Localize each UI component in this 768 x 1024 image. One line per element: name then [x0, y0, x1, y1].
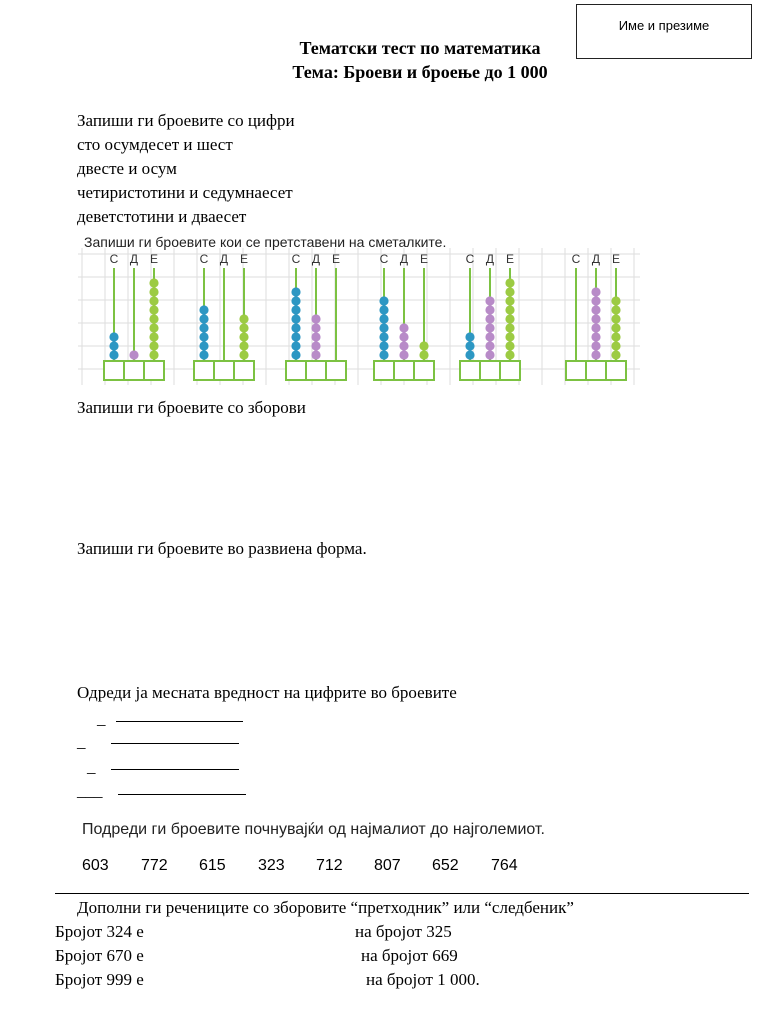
- abacus-bead: [399, 332, 408, 341]
- task3-heading: Запиши ги броевите во развиена форма.: [77, 539, 367, 558]
- abacus-bead: [199, 332, 208, 341]
- abacus-bead: [379, 314, 388, 323]
- answer-box: [500, 361, 520, 380]
- abacus-bead: [419, 341, 428, 350]
- answer-box: [144, 361, 164, 380]
- abacus-bead: [485, 350, 494, 359]
- answer-line[interactable]: [111, 743, 239, 744]
- column-label: С: [465, 252, 475, 266]
- abacus-bead: [149, 341, 158, 350]
- abacus-bead: [199, 314, 208, 323]
- task1-item: двесте и осум: [77, 159, 177, 178]
- column-label: Д: [129, 252, 139, 266]
- answer-box: [480, 361, 500, 380]
- abacus-bead: [149, 350, 158, 359]
- column-label: С: [109, 252, 119, 266]
- numbers-row: [0, 857, 768, 879]
- abacus-bead: [591, 323, 600, 332]
- abacus-bead: [465, 350, 474, 359]
- abacus-bead: [611, 323, 620, 332]
- column-label: Д: [591, 252, 601, 266]
- answer-box: [194, 361, 214, 380]
- answer-box: [394, 361, 414, 380]
- abacus-bead: [419, 350, 428, 359]
- sentence-right: на бројот 1 000.: [366, 970, 480, 989]
- answer-box: [326, 361, 346, 380]
- answer-box: [460, 361, 480, 380]
- column-label: Е: [239, 252, 249, 266]
- abacus-bead: [239, 341, 248, 350]
- sentence-left: Бројот 324 е: [55, 922, 144, 941]
- answer-line[interactable]: [116, 721, 243, 722]
- column-label: Д: [311, 252, 321, 266]
- answer-dash: _: [87, 757, 96, 776]
- abacus-bead: [199, 350, 208, 359]
- abacus-bead: [311, 314, 320, 323]
- abacus-bead: [611, 305, 620, 314]
- column-label: С: [291, 252, 301, 266]
- abacus-bead: [311, 350, 320, 359]
- task4-heading: Одреди ја месната вредност на цифрите во броевите: [77, 683, 457, 702]
- answer-box: [234, 361, 254, 380]
- abacus-bead: [505, 305, 514, 314]
- abacus-bead: [379, 323, 388, 332]
- abacus-bead: [311, 323, 320, 332]
- column-label: С: [379, 252, 389, 266]
- page-subtitle: Тема: Броеви и броење до 1 000: [292, 62, 548, 82]
- abacus-bead: [399, 350, 408, 359]
- answer-box: [104, 361, 124, 380]
- task1-item: деветстотини и дваесет: [77, 207, 247, 226]
- abacus-bead: [505, 323, 514, 332]
- task6-heading: Дополни ги речениците со зборовите “претходник” или “следбеник”: [77, 898, 574, 917]
- column-label: Д: [485, 252, 495, 266]
- task1-item: сто осумдесет и шест: [77, 135, 233, 154]
- abacus-bead: [591, 296, 600, 305]
- answer-dash: _: [97, 709, 106, 728]
- abacus-bead: [109, 350, 118, 359]
- number-item: 652: [432, 857, 459, 874]
- abacus-bead: [291, 314, 300, 323]
- abacus-bead: [379, 341, 388, 350]
- abacus-bead: [149, 314, 158, 323]
- abacus-bead: [291, 323, 300, 332]
- task2-heading: Запиши ги броевите со зборови: [77, 398, 306, 417]
- abacus-bead: [505, 350, 514, 359]
- abacus-bead: [379, 305, 388, 314]
- number-item: 603: [82, 857, 109, 874]
- name-box[interactable]: Име и презиме: [576, 4, 752, 59]
- page-title: Тематски тест по математика: [299, 38, 541, 58]
- task5-heading: Подреди ги броевите почнувајќи од најмалиот до најголемиот.: [82, 821, 545, 838]
- sentence-left: Бројот 670 е: [55, 946, 144, 965]
- abacus-bead: [149, 296, 158, 305]
- answer-dash: _: [77, 732, 86, 751]
- abacus-bead: [199, 323, 208, 332]
- number-item: 772: [141, 857, 168, 874]
- abacus-bead: [485, 332, 494, 341]
- abacus-bead: [465, 332, 474, 341]
- divider: [55, 893, 749, 894]
- number-item: 764: [491, 857, 518, 874]
- abacus-bead: [485, 323, 494, 332]
- answer-dash: ___: [77, 781, 103, 800]
- abacus-bead: [149, 305, 158, 314]
- abacus-bead: [505, 332, 514, 341]
- column-label: С: [571, 252, 581, 266]
- abacus-bead: [311, 332, 320, 341]
- abacus-bead: [591, 341, 600, 350]
- abacus-bead: [485, 341, 494, 350]
- abacus-bead: [149, 287, 158, 296]
- abacus-bead: [239, 323, 248, 332]
- abacus-bead: [611, 350, 620, 359]
- answer-box: [124, 361, 144, 380]
- answer-line[interactable]: [118, 794, 246, 795]
- abacus-bead: [399, 341, 408, 350]
- number-item: 712: [316, 857, 343, 874]
- abacus-bead: [591, 314, 600, 323]
- answer-box: [286, 361, 306, 380]
- column-label: Е: [149, 252, 159, 266]
- answer-box: [414, 361, 434, 380]
- abacus-bead: [291, 305, 300, 314]
- answer-line[interactable]: [111, 769, 239, 770]
- abacus-heading: Запиши ги броевите кои се претставени на сметалките.: [84, 234, 447, 250]
- abacus-bead: [199, 305, 208, 314]
- abacus-bead: [149, 323, 158, 332]
- abacus-bead: [291, 350, 300, 359]
- abacus-bead: [239, 350, 248, 359]
- abacus-figure: [78, 230, 640, 385]
- abacus-bead: [485, 314, 494, 323]
- abacus-bead: [505, 341, 514, 350]
- abacus-bead: [591, 287, 600, 296]
- abacus-bead: [591, 332, 600, 341]
- abacus-bead: [291, 287, 300, 296]
- column-label: Е: [331, 252, 341, 266]
- abacus-bead: [379, 296, 388, 305]
- number-item: 615: [199, 857, 226, 874]
- abacus-bead: [109, 341, 118, 350]
- abacus-bead: [611, 314, 620, 323]
- abacus-bead: [239, 314, 248, 323]
- abacus-bead: [109, 332, 118, 341]
- column-label: Е: [419, 252, 429, 266]
- column-label: Е: [505, 252, 515, 266]
- abacus-bead: [291, 341, 300, 350]
- sentence-right: на бројот 669: [361, 946, 458, 965]
- abacus-bead: [611, 341, 620, 350]
- sentence-left: Бројот 999 е: [55, 970, 144, 989]
- column-label: Д: [399, 252, 409, 266]
- sentence-right: на бројот 325: [355, 922, 452, 941]
- abacus-bead: [149, 278, 158, 287]
- abacus-bead: [505, 287, 514, 296]
- answer-box: [586, 361, 606, 380]
- abacus-bead: [485, 305, 494, 314]
- abacus-bead: [591, 350, 600, 359]
- abacus-bead: [379, 350, 388, 359]
- task1-heading: Запиши ги броевите со цифри: [77, 111, 295, 130]
- abacus-bead: [611, 332, 620, 341]
- answer-box: [214, 361, 234, 380]
- answer-box: [606, 361, 626, 380]
- column-label: С: [199, 252, 209, 266]
- abacus-bead: [149, 332, 158, 341]
- abacus-bead: [379, 332, 388, 341]
- abacus-bead: [505, 296, 514, 305]
- answer-box: [306, 361, 326, 380]
- abacus-bead: [591, 305, 600, 314]
- abacus-bead: [291, 296, 300, 305]
- task1-item: четиристотини и седумнаесет: [77, 183, 293, 202]
- number-item: 323: [258, 857, 285, 874]
- answer-box: [374, 361, 394, 380]
- abacus-bead: [311, 341, 320, 350]
- abacus-bead: [399, 323, 408, 332]
- abacus-bead: [291, 332, 300, 341]
- abacus-bead: [485, 296, 494, 305]
- abacus-bead: [611, 296, 620, 305]
- number-item: 807: [374, 857, 401, 874]
- abacus-bead: [199, 341, 208, 350]
- abacus-bead: [239, 332, 248, 341]
- column-label: Д: [219, 252, 229, 266]
- abacus-bead: [505, 278, 514, 287]
- abacus-bead: [505, 314, 514, 323]
- answer-box: [566, 361, 586, 380]
- abacus-bead: [129, 350, 138, 359]
- column-label: Е: [611, 252, 621, 266]
- abacus-bead: [465, 341, 474, 350]
